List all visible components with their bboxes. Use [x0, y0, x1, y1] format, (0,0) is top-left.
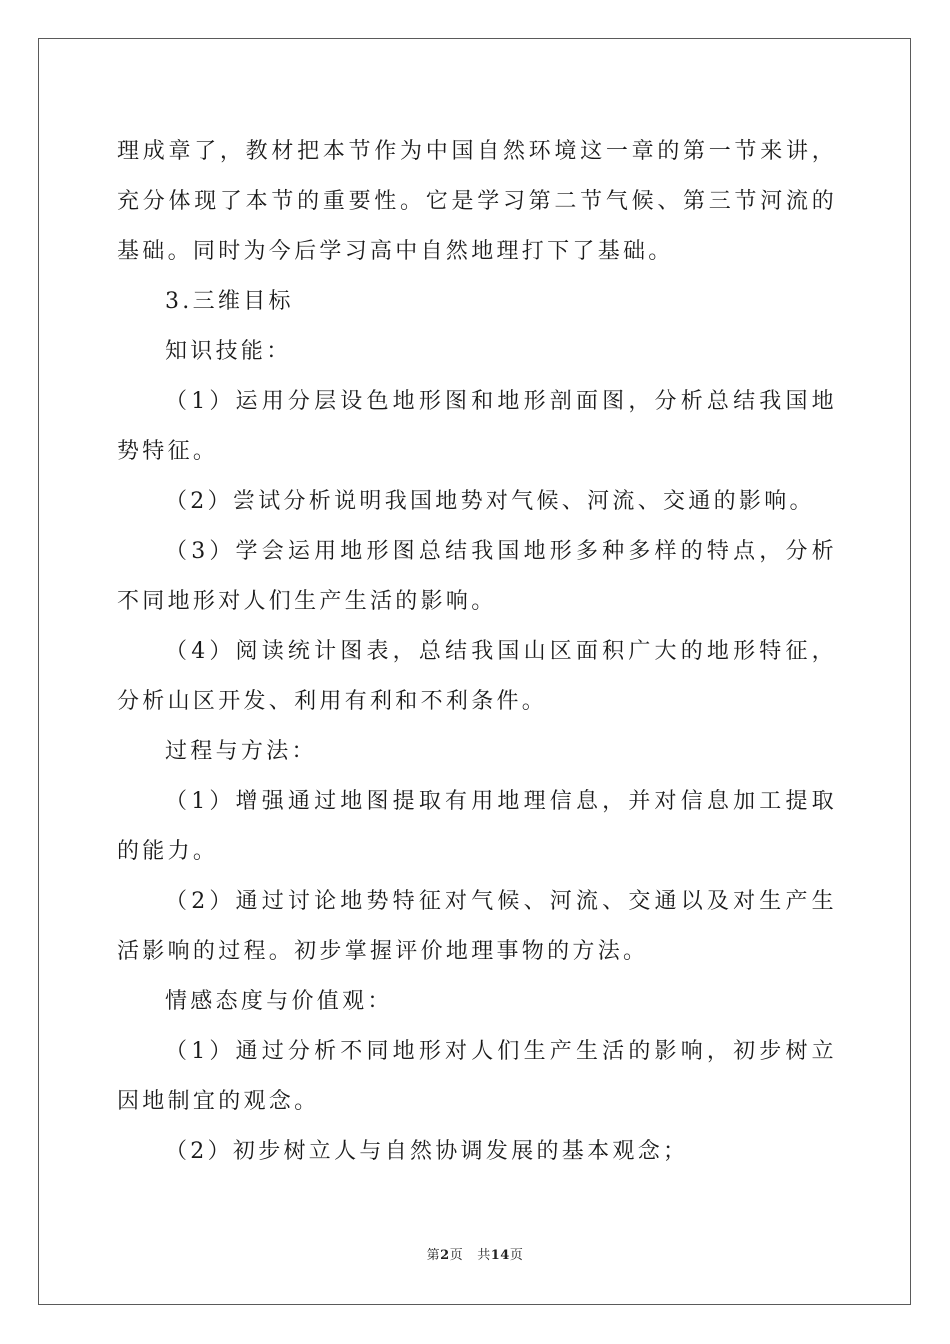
paragraph: 理成章了，教材把本节作为中国自然环境这一章的第一节来讲，充分体现了本节的重要性。它是学习第二节气候、第三节河流的基础。同时为今后学习高中自然地理打下了基础。 — [117, 139, 837, 264]
document-body — [117, 127, 837, 1177]
total-prefix: 共 — [477, 1248, 491, 1263]
list-item: （2）初步树立人与自然协调发展的基本观念； — [165, 1139, 689, 1164]
total-suffix: 页 — [509, 1248, 524, 1263]
list-item: （1）通过分析不同地形对人们生产生活的影响，初步树立因地制宜的观念。 — [117, 1039, 837, 1114]
subheading-values: 情感态度与价值观： — [165, 989, 393, 1014]
list-item: （2）尝试分析说明我国地势对气候、河流、交通的影响。 — [165, 489, 815, 514]
page-prefix: 第 — [426, 1248, 441, 1263]
list-item: （1）运用分层设色地形图和地形剖面图，分析总结我国地势特征。 — [117, 389, 837, 464]
page-suffix: 页 — [449, 1248, 464, 1263]
page-number: 2 — [440, 1248, 450, 1263]
list-item: （4）阅读统计图表，总结我国山区面积广大的地形特征，分析山区开发、利用有利和不利条件。 — [117, 639, 837, 714]
subheading-process: 过程与方法： — [165, 739, 317, 764]
list-item: （1）增强通过地图提取有用地理信息，并对信息加工提取的能力。 — [117, 789, 837, 864]
subheading-knowledge: 知识技能： — [165, 339, 292, 364]
list-item: （2）通过讨论地势特征对气候、河流、交通以及对生产生活影响的过程。初步掌握评价地理事物的方法。 — [117, 889, 837, 964]
page-footer — [0, 1244, 950, 1263]
total-pages: 14 — [490, 1248, 510, 1263]
section-heading: 3.三维目标 — [165, 289, 294, 314]
list-item: （3）学会运用地形图总结我国地形多种多样的特点，分析不同地形对人们生产生活的影响。 — [117, 539, 837, 614]
